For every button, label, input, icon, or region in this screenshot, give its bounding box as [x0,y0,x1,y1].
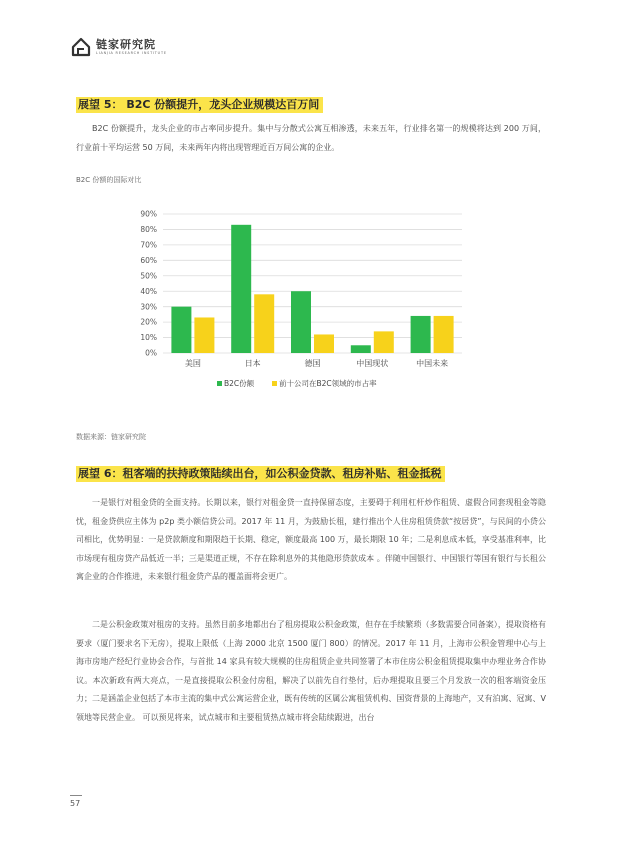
bar-top10-share [194,317,214,353]
section-6-paragraph-1: 一是银行对租金贷的全面支持。长期以来，银行对租金贷一直持保留态度，主要碍于利用杠杆炒作租赁、虚假合同套现租金等隐忧，租金贷供应主体为 p2p 类小额信贷公司。2017 年 11 月，为鼓励长租，建行推出个人住房租赁贷款“按居贷”，与民间的小贷公司相比，优势明显：一是贷款额度和期限趋于长期、稳定，额度最高 100 万，最长期限 10 年；二是利息成本低，享受基准利率，比市场现有租房贷产品低近一半；三是渠道正规，不存在除利息外的其他隐形贷款成本 。伴随中国银行、中国银行等国有银行与长租公寓企业的合作推进，未来银行租金贷产品的覆盖面将会更广。 [76,498,546,582]
y-tick-label: 30% [140,302,157,312]
x-category-label: 日本 [244,359,261,368]
y-tick-label: 70% [140,240,157,250]
legend-label: 前十公司在B2C领域的市占率 [279,379,377,388]
section-6-paragraph-2: 二是公积金政策对租房的支持。虽然目前多地都出台了租房提取公积金政策，但存在手续繁琐（多数需要合同备案），提取资格有要求（厦门要求名下无房），提取上限低（上海 2000 北京 1500 厦门 800）的情况。2017 年 11 月，上海市公积金管理中心与上海市房地产经纪行业协会合作，与首批 14 家具有较大规模的住房租赁企业共同签署了本市住房公积金租赁提取集中办理业务合作协议。本次新政有两大亮点，一是直接提取公积金付房租，解决了以前先自行垫付，后办理提取且要三个月发放一次的租客端资金压力；二是涵盖企业包括了本市主流的集中式公寓运营企业，既有传统的区属公寓租赁机构、国资背景的上海地产，又有泊寓、冠寓、V 领地等民营企业。 可以预见将来，试点城市和主要租赁热点城市将会陆续跟进，出台 [76,620,546,722]
y-tick-label: 10% [140,333,157,343]
bar-b2c-share [231,225,251,353]
section-6-heading: 展望 6：租客端的扶持政策陆续出台，如公积金贷款、租房补贴、租金抵税 [76,466,445,482]
bar-b2c-share [291,291,311,353]
y-tick-label: 0% [145,348,157,358]
legend-swatch [217,381,222,386]
bar-b2c-share [171,307,191,353]
bar-top10-share [434,316,454,353]
section-5-paragraph: B2C 份额提升，龙头企业的市占率同步提升。集中与分散式公寓互相渗透，未来五年，行业排名第一的规模将达到 200 万间，行业前十平均运营 50 万间，未来两年内将出现管理近百万间公寓的企业。 [76,124,546,152]
legend-swatch [272,381,277,386]
bar-top10-share [374,331,394,353]
logo-subtitle: LIANJIA RESEARCH INSTITUTE [96,50,167,55]
logo-name: 链家研究院 [96,37,156,51]
y-tick-label: 20% [140,317,157,327]
x-category-label: 中国现状 [356,359,389,368]
y-tick-label: 90% [140,209,157,219]
y-tick-label: 80% [140,225,157,235]
bar-top10-share [254,294,274,353]
x-category-label: 中国未来 [416,359,449,368]
chart-caption: B2C 份额的国际对比 [76,176,142,184]
legend-label: B2C份额 [224,379,255,388]
y-tick-label: 50% [140,271,157,281]
page-number: 57 [70,799,81,808]
x-category-label: 美国 [184,359,201,368]
y-tick-label: 60% [140,255,157,265]
bar-top10-share [314,334,334,353]
bar-b2c-share [411,316,431,353]
chart-source: 数据来源：链家研究院 [76,433,146,441]
x-category-label: 德国 [304,359,321,368]
section-5-heading: 展望 5： B2C 份额提升，龙头企业规模达百万间 [76,97,323,113]
bar-b2c-share [351,345,371,353]
page-number-rule [70,795,82,796]
y-tick-label: 40% [140,286,157,296]
